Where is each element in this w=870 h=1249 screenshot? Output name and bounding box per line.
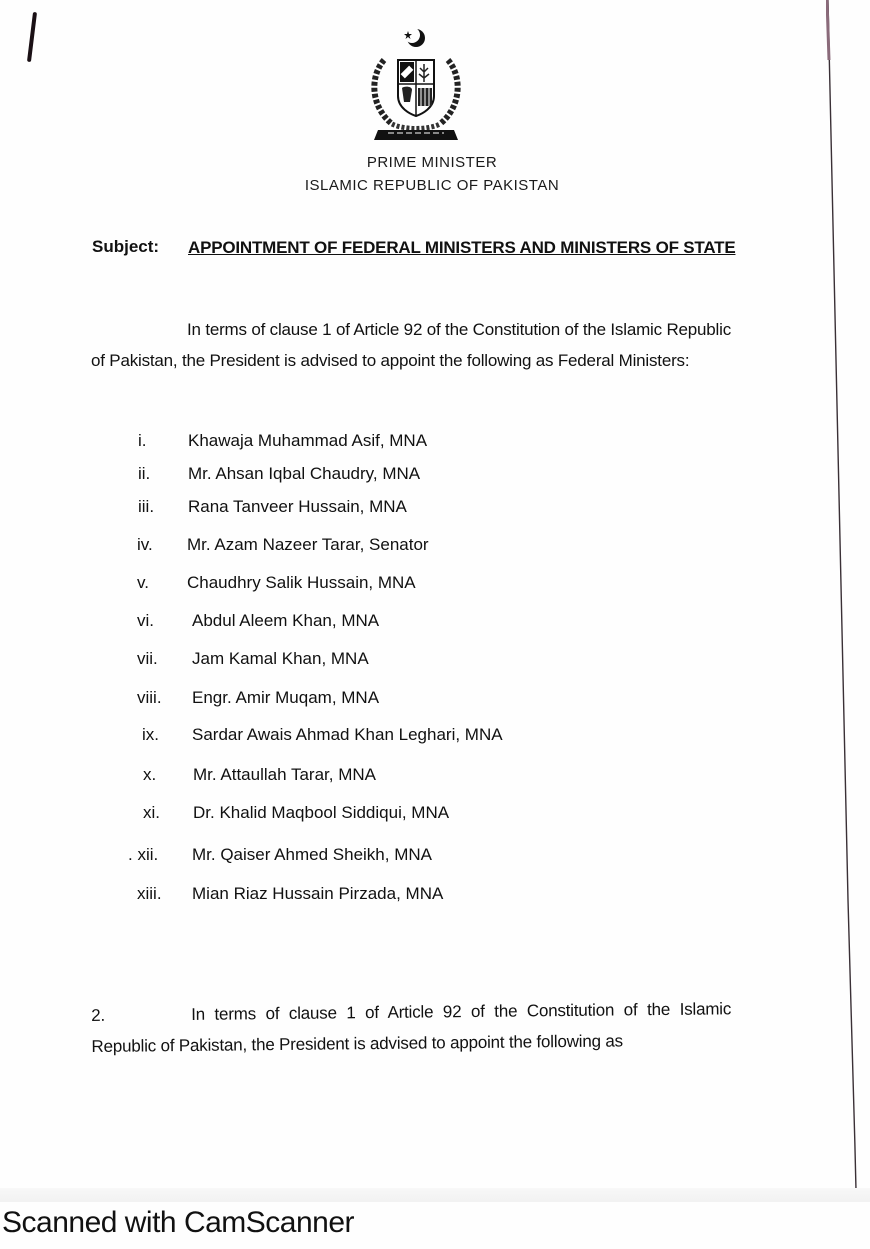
list-item-number: viii.	[137, 688, 162, 707]
scan-footer-band	[0, 1188, 870, 1202]
list-item-number: vii.	[137, 649, 158, 668]
list-item-number: ii.	[138, 464, 151, 483]
list-item-number: vi.	[137, 611, 154, 630]
list-item-name: Mr. Ahsan Iqbal Chaudry, MNA	[188, 464, 421, 483]
list-item-name: Chaudhry Salik Hussain, MNA	[187, 573, 416, 592]
list-item-name: Jam Kamal Khan, MNA	[192, 649, 369, 668]
list-item-name: Abdul Aleem Khan, MNA	[192, 611, 380, 630]
list-item-name: Engr. Amir Muqam, MNA	[192, 688, 380, 707]
state-emblem-icon	[364, 26, 468, 144]
list-item-name: Mr. Qaiser Ahmed Sheikh, MNA	[192, 845, 432, 864]
paragraph-2-text: In terms of clause 1 of Article 92 of the Constitution of the Islamic Republic of Pakistan, the President is advised to appoint the following as	[91, 999, 732, 1056]
list-item-name: Rana Tanveer Hussain, MNA	[188, 497, 407, 516]
paragraph-1-text: In terms of clause 1 of Article 92 of the Constitution of the Islamic Republic of Pakistan, the President is advised to appoint the following as Federal Ministers:	[91, 320, 731, 370]
list-item-number: i.	[138, 431, 147, 450]
list-item-name: Khawaja Muhammad Asif, MNA	[188, 431, 428, 450]
letterhead-subtitle: ISLAMIC REPUBLIC OF PAKISTAN	[304, 177, 560, 194]
list-item-number: xiii.	[137, 884, 162, 903]
list-item-name: Dr. Khalid Maqbool Siddiqui, MNA	[193, 803, 450, 822]
list-item-number: iv.	[137, 535, 153, 554]
paragraph-2-number: 2.	[91, 1005, 106, 1025]
list-item-name: Sardar Awais Ahmad Khan Leghari, MNA	[192, 725, 503, 744]
subject-label: Subject:	[92, 237, 160, 256]
list-item-name: Mr. Azam Nazeer Tarar, Senator	[187, 535, 429, 554]
paragraph-1	[91, 314, 731, 376]
pen-mark	[27, 12, 37, 62]
list-item-name: Mian Riaz Hussain Pirzada, MNA	[192, 884, 444, 903]
list-item-number: x.	[143, 765, 157, 784]
list-item-number: ix.	[142, 725, 159, 744]
list-item-name: Mr. Attaullah Tarar, MNA	[193, 765, 376, 784]
list-item-number: xi.	[143, 803, 160, 822]
letterhead-title: PRIME MINISTER	[366, 154, 498, 171]
subject-text: APPOINTMENT OF FEDERAL MINISTERS AND MINISTERS OF STATE	[188, 238, 736, 257]
list-item-number: v.	[137, 573, 149, 592]
list-item-number: iii.	[138, 497, 155, 516]
paragraph-2	[91, 993, 732, 1062]
camscanner-watermark: Scanned with CamScanner	[2, 1206, 355, 1239]
list-item-number: . xii.	[128, 845, 159, 864]
